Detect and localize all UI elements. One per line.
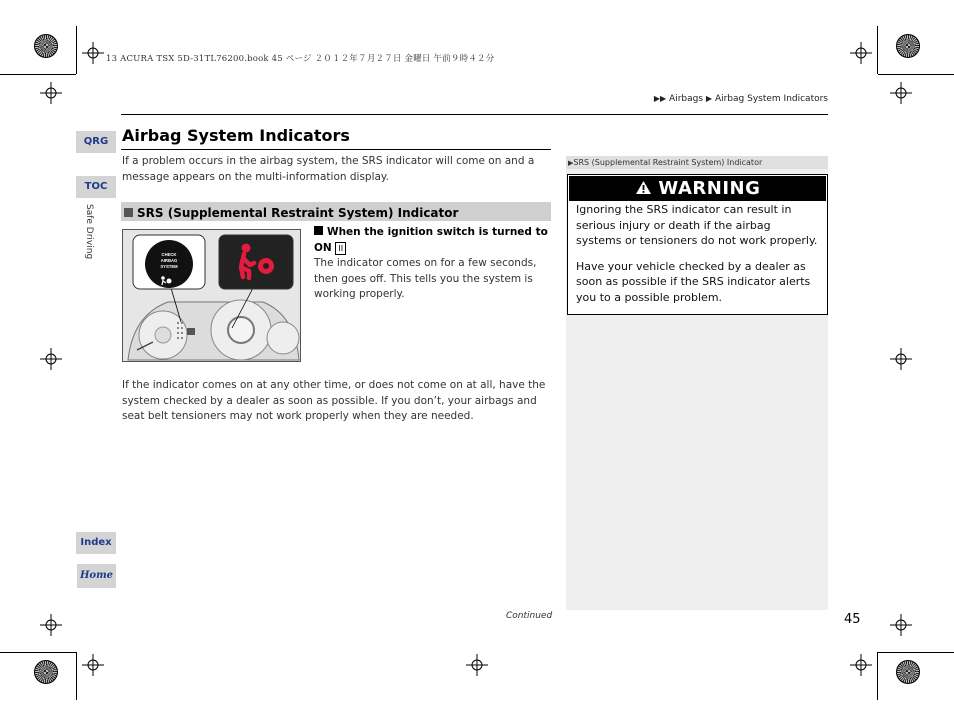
registration-mark-icon [890, 348, 912, 370]
registration-mark-icon [850, 654, 872, 676]
registration-mark-icon [890, 614, 912, 636]
color-disc-bottom-left [34, 660, 58, 684]
warning-header [569, 176, 826, 201]
print-header: 13 ACURA TSX 5D-31TL76200.book 45 ページ ２０１２年７月２７日 金曜日 午前９時４２分 [106, 54, 495, 64]
warning-triangle-icon [635, 180, 652, 195]
subhead-bullet-icon [314, 226, 323, 235]
ref-title-text: SRS (Supplemental Restraint System) Indicator [573, 158, 763, 167]
warning-box [567, 174, 828, 315]
intro-paragraph: If a problem occurs in the airbag system, the SRS indicator will come on and a message appears on the multi-information display. [122, 155, 535, 183]
registration-mark-icon [850, 42, 872, 64]
display-message-line2: AIRBAG [160, 258, 178, 263]
registration-mark-icon [40, 348, 62, 370]
title-rule [121, 149, 551, 150]
qrg-button[interactable]: QRG [76, 131, 116, 153]
warning-paragraph-1: Ignoring the SRS indicator can result in serious injury or death if the airbag systems or tensioners do not work properly. [576, 203, 818, 248]
breadcrumb-link-airbags[interactable]: Airbags [669, 94, 704, 104]
ignition-key-position: II [335, 242, 346, 255]
continued-label: Continued [506, 611, 553, 621]
registration-mark-icon [890, 82, 912, 104]
warning-label: WARNING [658, 178, 761, 199]
index-button[interactable]: Index [76, 532, 116, 554]
display-message-line1: CHECK [161, 252, 177, 257]
registration-mark-icon [40, 614, 62, 636]
section-bullet-icon [124, 208, 133, 217]
subhead-body: The indicator comes on for a few seconds, then goes off. This tells you the system is working properly. [314, 257, 537, 301]
section-heading [121, 202, 551, 221]
chapter-tab-label: Safe Driving [84, 204, 94, 260]
sidebar-note-title [566, 156, 828, 169]
page-number: 45 [844, 612, 861, 627]
registration-mark-icon [82, 42, 104, 64]
breadcrumb [654, 94, 828, 104]
breadcrumb-current: Airbag System Indicators [714, 94, 828, 104]
breadcrumb-arrows: ▶▶ [653, 94, 667, 103]
ref-arrow-icon: ▶ [568, 159, 574, 167]
cluster-illustration [123, 230, 301, 362]
section-heading-text: SRS (Supplemental Restraint System) Indicator [137, 206, 459, 220]
warning-paragraph-2: Have your vehicle checked by a dealer as soon as possible if the SRS indicator alerts you to a possible problem. [576, 259, 811, 304]
instrument-cluster-figure [122, 229, 301, 362]
registration-mark-icon [466, 654, 488, 676]
display-message-line3: SYSTEM [160, 264, 178, 269]
page-title: Airbag System Indicators [122, 126, 350, 145]
color-disc-top-left [34, 34, 58, 58]
home-button[interactable]: Home [77, 564, 116, 588]
color-disc-top-right [896, 34, 920, 58]
color-disc-bottom-right [896, 660, 920, 684]
paragraph-other-times: If the indicator comes on at any other time, or does not come on at all, have the system checked by a dealer as soon as possible. If you don’t, your airbags and seat belt tensioners may not work properly when they are needed. [122, 379, 546, 423]
header-rule [121, 114, 828, 115]
registration-mark-icon [82, 654, 104, 676]
breadcrumb-separator: ▶ [705, 94, 713, 103]
ignition-subsection [314, 225, 551, 303]
registration-mark-icon [40, 82, 62, 104]
subhead-text: When the ignition switch is turned to ON [314, 226, 548, 254]
toc-button[interactable]: TOC [76, 176, 116, 198]
